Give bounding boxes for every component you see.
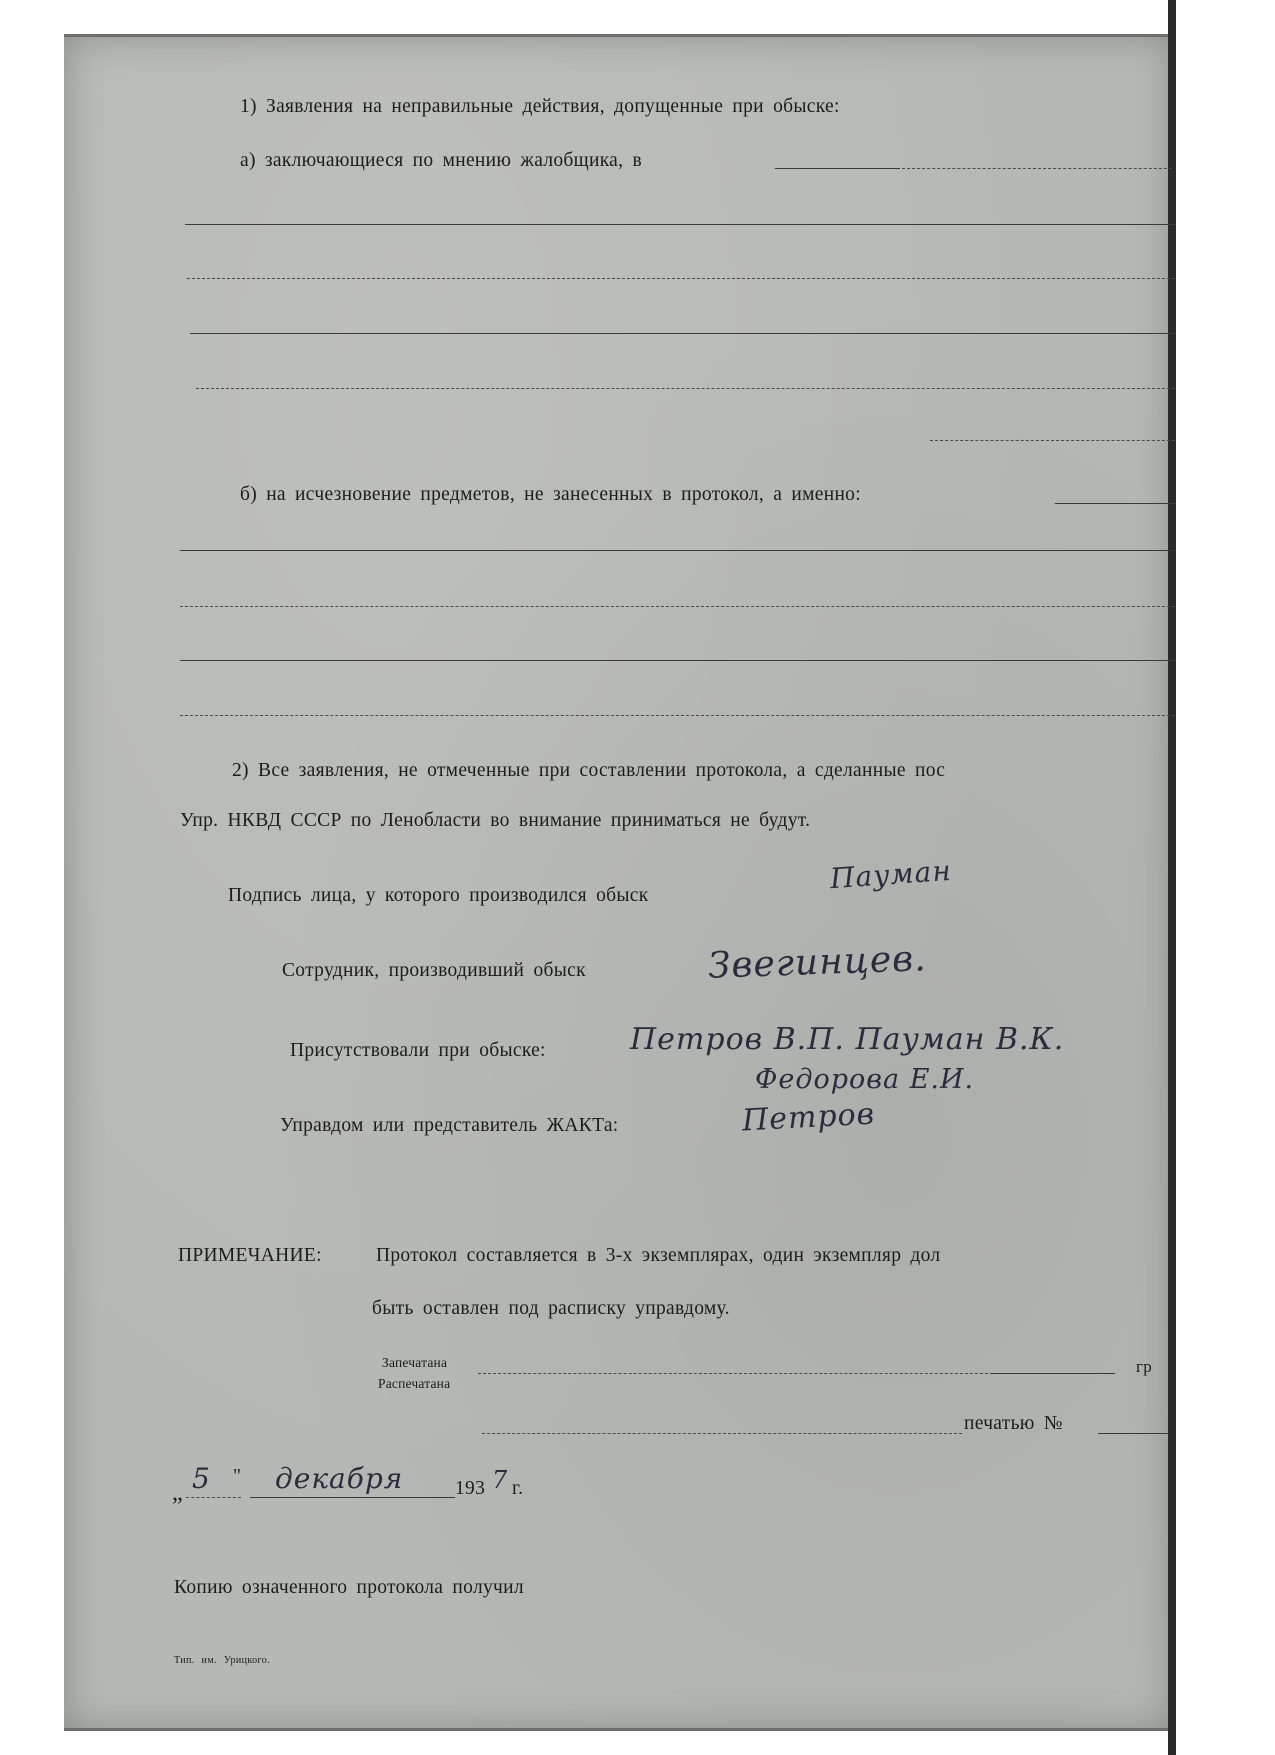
- fill-line: [196, 388, 1175, 389]
- manager-signature: Петров: [741, 1096, 876, 1139]
- date-day: 5: [192, 1462, 211, 1495]
- fill-line: [482, 1433, 962, 1434]
- fill-line: [1055, 503, 1175, 504]
- present-names-1: Петров В.П. Пауман В.К.: [630, 1022, 1065, 1057]
- date-open-quote: „: [172, 1480, 183, 1506]
- fill-line: [478, 1373, 988, 1374]
- fill-line: [185, 224, 1175, 225]
- present-names-2: Федорова Е.И.: [755, 1064, 975, 1095]
- fill-line: [190, 333, 1175, 334]
- scanned-sheet: [64, 34, 1174, 1731]
- scan-right-edge: [1168, 0, 1176, 1755]
- fill-line: [187, 278, 1175, 279]
- subject-signature-label: Подпись лица, у которого производился обыск: [228, 885, 649, 906]
- note-label: ПРИМЕЧАНИЕ:: [178, 1245, 322, 1266]
- note-line1: Протокол составляется в 3-х экземплярах, один экземпляр дол: [376, 1245, 941, 1266]
- section2-line1: 2) Все заявления, не отмеченные при составлении протокола, а сделанные пос: [232, 760, 946, 781]
- officer-signature: Звегинцев.: [707, 938, 928, 987]
- fill-line: [930, 440, 1175, 441]
- item-a-label: а) заключающиеся по мнению жалобщика, в: [240, 150, 642, 171]
- sheet-bottom-edge: [64, 1728, 1174, 1731]
- section1-heading: 1) Заявления на неправильные действия, допущенные при обыске:: [240, 96, 840, 117]
- fill-line: [180, 660, 1175, 661]
- fill-line: [250, 1497, 455, 1498]
- date-close-quote: ": [233, 1466, 242, 1487]
- section2-line2: Упр. НКВД СССР по Ленобласти во внимание приниматься не будут.: [180, 810, 811, 831]
- fill-line: [180, 606, 1175, 607]
- date-year-prefix: 193: [455, 1478, 486, 1499]
- fill-line: [775, 168, 900, 169]
- date-month: декабря: [275, 1462, 404, 1495]
- gr-label: гр: [1136, 1357, 1153, 1376]
- present-label: Присутствовали при обыске:: [290, 1040, 546, 1061]
- fill-line: [180, 550, 1175, 551]
- subject-signature: Пауман: [828, 853, 953, 896]
- sealed-label: Запечатана: [382, 1355, 448, 1370]
- note-line2: быть оставлен под расписку управдому.: [372, 1298, 730, 1319]
- copy-received-label: Копию означенного протокола получил: [174, 1577, 524, 1598]
- fill-line: [902, 168, 1172, 169]
- unsealed-label: Распечатана: [378, 1376, 451, 1391]
- stamp-number-label: печатью №: [964, 1413, 1063, 1434]
- fill-line: [186, 1497, 241, 1498]
- sheet-top-edge: [64, 34, 1174, 37]
- printer-imprint: Тип. им. Урицкого.: [174, 1655, 271, 1666]
- date-year-unit: г.: [512, 1478, 524, 1499]
- item-b-label: б) на исчезновение предметов, не занесенных в протокол, а именно:: [240, 484, 861, 505]
- fill-line: [1098, 1433, 1168, 1434]
- date-year-suffix: 7: [492, 1466, 509, 1494]
- manager-label: Управдом или представитель ЖАКТа:: [280, 1115, 619, 1136]
- fill-line: [180, 715, 1175, 716]
- officer-label: Сотрудник, производивший обыск: [282, 960, 586, 981]
- fill-line: [990, 1373, 1115, 1374]
